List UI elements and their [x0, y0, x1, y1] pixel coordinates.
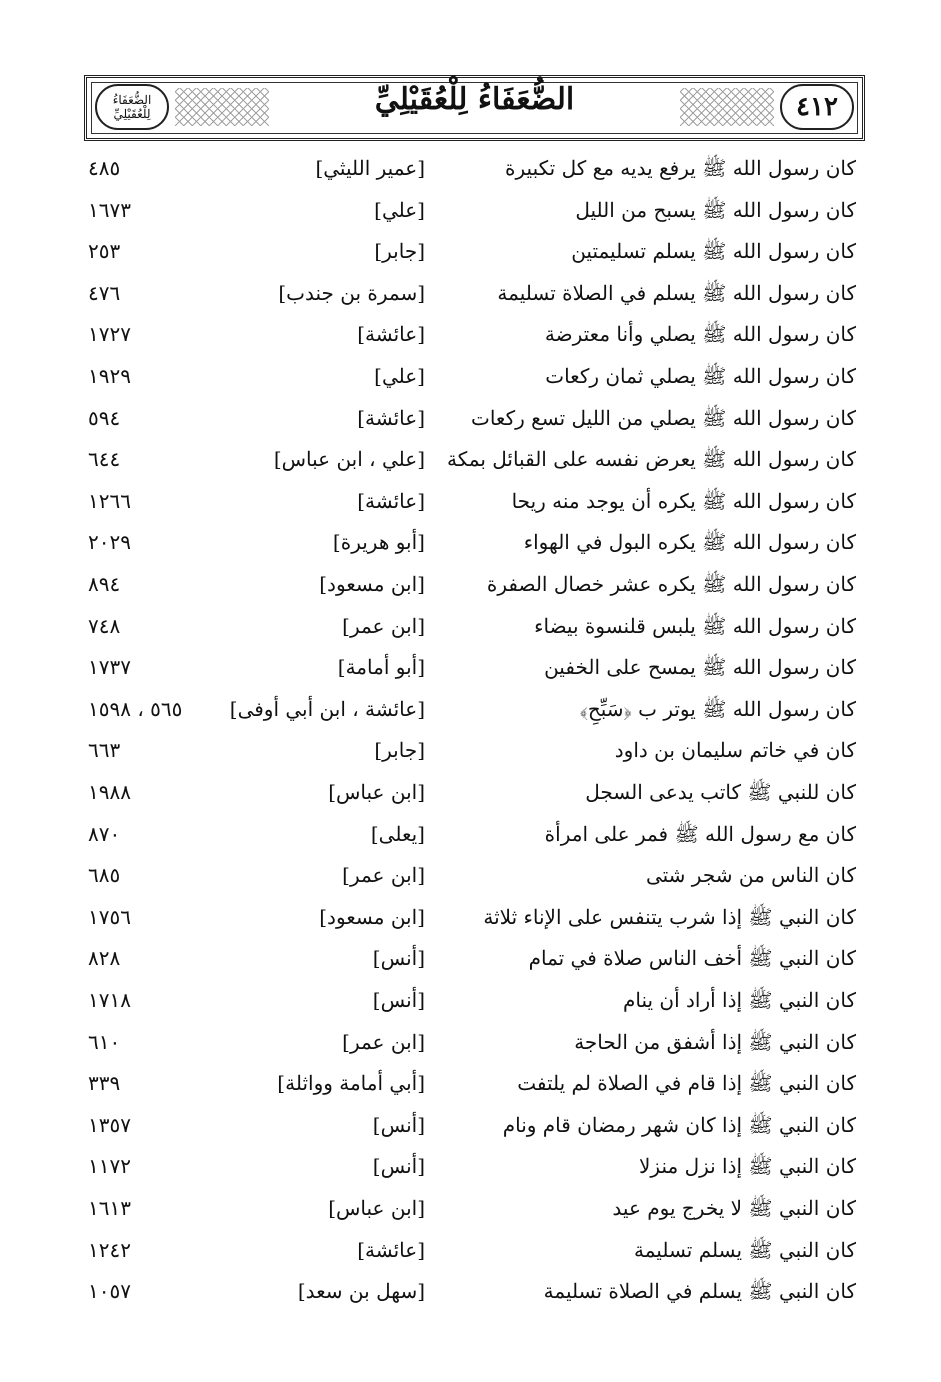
index-row	[0, 150, 941, 192]
index-row	[0, 732, 941, 774]
hadith-number: ٦٨٥	[88, 863, 121, 888]
hadith-text: كان رسول الله ﷺ يلبس قلنسوة بيضاء	[534, 613, 856, 638]
index-row	[0, 1065, 941, 1107]
hadith-text: كان النبي ﷺ يسلم تسليمة	[634, 1237, 856, 1262]
index-row	[0, 1190, 941, 1232]
index-row	[0, 400, 941, 442]
book-emblem-top: الضُّعَفَاءُ	[112, 93, 152, 107]
index-row	[0, 774, 941, 816]
hadith-text: كان النبي ﷺ لا يخرج يوم عيد	[612, 1196, 856, 1220]
narrator: [ابن عباس]	[328, 1196, 425, 1220]
index-row	[0, 1273, 941, 1315]
hadith-text: كان رسول الله ﷺ يسلم في الصلاة تسليمة	[497, 280, 856, 305]
hadith-text: كان النبي ﷺ إذا شرب يتنفس على الإناء ثلاثة	[483, 904, 856, 929]
narrator: [عائشة]	[357, 322, 425, 347]
hadith-number: ١٢٤٢	[88, 1237, 131, 1262]
narrator: [عمير الليثي]	[315, 156, 425, 180]
narrator: [ابن مسعود]	[319, 904, 425, 929]
narrator: [سمرة بن جندب]	[278, 280, 425, 305]
hadith-text: كان رسول الله ﷺ يسلم تسليمتين	[571, 239, 856, 264]
hadith-text: كان رسول الله ﷺ يصلي وأنا معترضة	[544, 322, 856, 347]
narrator: [أبي أمامة وواثلة]	[277, 1071, 425, 1096]
hadith-text: كان رسول الله ﷺ يعرض نفسه على القبائل بمكة	[446, 447, 856, 472]
book-title: الضُّعَفَاءُ لِلْعُقَيْلِيِّ	[374, 82, 575, 117]
hadith-text: كان مع رسول الله ﷺ فمر على امرأة	[544, 821, 856, 846]
narrator: [ابن عمر]	[342, 863, 425, 888]
narrator: [عائشة]	[357, 488, 425, 513]
index-row	[0, 316, 941, 358]
index-row	[0, 940, 941, 982]
hadith-number: ١٠٥٧	[88, 1279, 131, 1304]
hadith-text: كان رسول الله ﷺ يرفع يديه مع كل تكبيرة	[505, 156, 856, 180]
hadith-text: كان رسول الله ﷺ يصلي ثمان ركعات	[545, 364, 856, 388]
index-row	[0, 1148, 941, 1190]
hadith-text: كان للنبي ﷺ كاتب يدعى السجل	[585, 780, 856, 804]
narrator: [جابر]	[374, 738, 425, 763]
page-number-badge	[780, 84, 854, 130]
hadith-number: ١٧٥٦	[88, 904, 131, 929]
hadith-text: كان النبي ﷺ أخف الناس صلاة في تمام	[528, 946, 856, 971]
narrator: [ابن عباس]	[328, 780, 425, 804]
index-row	[0, 233, 941, 275]
narrator: [علي]	[374, 364, 425, 388]
narrator: [أبو أمامة]	[337, 655, 425, 680]
hadith-number: ٦١٠	[88, 1029, 121, 1054]
hadith-text: كان النبي ﷺ إذا كان شهر رمضان قام ونام	[502, 1112, 856, 1137]
hadith-text: كان رسول الله ﷺ يكره أن يوجد منه ريحا	[511, 488, 856, 513]
index-row	[0, 566, 941, 608]
header-ornament-right	[680, 88, 774, 126]
narrator: [أنس]	[372, 1154, 425, 1179]
index-row	[0, 816, 941, 858]
narrator: [ابن عمر]	[342, 613, 425, 638]
index-row	[0, 649, 941, 691]
narrator: [أبو هريرة]	[332, 530, 425, 555]
hadith-text: كان رسول الله ﷺ يوتر ب ﴿سَبِّحِ﴾	[579, 696, 856, 721]
narrator: [ابن مسعود]	[319, 572, 425, 596]
hadith-number: ٥٩٤	[88, 405, 121, 430]
index-row	[0, 899, 941, 941]
hadith-number: ١٩٢٩	[88, 364, 131, 388]
hadith-number: ١٦٧٣	[88, 197, 131, 222]
index-row	[0, 524, 941, 566]
hadith-number: ٣٣٩	[88, 1071, 121, 1096]
narrator: [ابن عمر]	[342, 1029, 425, 1054]
hadith-text: كان رسول الله ﷺ يكره البول في الهواء	[523, 530, 856, 555]
index-row	[0, 1107, 941, 1149]
hadith-text: كان رسول الله ﷺ يسبح من الليل	[575, 197, 856, 222]
index-row	[0, 982, 941, 1024]
hadith-number: ٥٦٥ ، ١٥٩٨	[88, 696, 183, 721]
narrator: [عائشة]	[357, 1237, 425, 1262]
index-row	[0, 857, 941, 899]
hadith-number: ١٣٥٧	[88, 1112, 131, 1137]
narrator: [يعلى]	[370, 821, 425, 846]
index-row	[0, 1024, 941, 1066]
hadith-number: ٨٢٨	[88, 946, 121, 971]
header-ornament-left	[175, 88, 269, 126]
page-header	[84, 75, 865, 141]
hadith-text: كان رسول الله ﷺ يكره عشر خصال الصفرة	[486, 572, 856, 596]
narrator: [أنس]	[372, 1112, 425, 1137]
hadith-number: ٦٤٤	[88, 447, 121, 472]
narrator: [عائشة]	[357, 405, 425, 430]
hadith-number: ١٧٢٧	[88, 322, 131, 347]
hadith-text: كان النبي ﷺ إذا أشفق من الحاجة	[574, 1029, 856, 1054]
hadith-text: كان النبي ﷺ إذا أراد أن ينام	[622, 988, 856, 1012]
narrator: [عائشة ، ابن أبي أوفى]	[229, 696, 425, 721]
hadith-number: ١١٧٢	[88, 1154, 131, 1179]
index-row	[0, 691, 941, 733]
hadith-text: كان رسول الله ﷺ يمسح على الخفين	[544, 655, 856, 680]
hadith-number: ٢٠٢٩	[88, 530, 131, 555]
narrator: [علي]	[374, 197, 425, 222]
narrator: [أنس]	[372, 946, 425, 971]
hadith-text: كان رسول الله ﷺ يصلي من الليل تسع ركعات	[471, 405, 856, 430]
hadith-text: كان النبي ﷺ يسلم في الصلاة تسليمة	[543, 1279, 856, 1304]
index-row	[0, 192, 941, 234]
hadith-number: ١٩٨٨	[88, 780, 131, 804]
hadith-number: ١٧٣٧	[88, 655, 131, 680]
hadith-number: ٧٤٨	[88, 613, 121, 638]
index-row	[0, 483, 941, 525]
hadith-number: ٨٩٤	[88, 572, 121, 596]
index-row	[0, 358, 941, 400]
hadith-number: ٢٥٣	[88, 239, 121, 264]
page-number: ٤١٢	[796, 92, 838, 122]
hadith-text: كان الناس من شجر شتى	[645, 863, 856, 888]
hadith-number: ١٢٦٦	[88, 488, 131, 513]
hadith-number: ٦٦٣	[88, 738, 121, 763]
index-row	[0, 441, 941, 483]
book-emblem	[95, 84, 169, 130]
hadith-number: ١٦١٣	[88, 1196, 131, 1220]
hadith-number: ٤٨٥	[88, 156, 121, 180]
narrator: [علي ، ابن عباس]	[273, 447, 425, 472]
hadith-text: كان في خاتم سليمان بن داود	[614, 738, 856, 763]
hadith-text: كان النبي ﷺ إذا قام في الصلاة لم يلتفت	[517, 1071, 856, 1096]
index-row	[0, 1232, 941, 1274]
narrator: [جابر]	[374, 239, 425, 264]
hadith-text: كان النبي ﷺ إذا نزل منزلا	[639, 1154, 856, 1179]
book-emblem-bottom: لِلْعُقَيْلِيِّ	[113, 107, 151, 121]
hadith-number: ١٧١٨	[88, 988, 131, 1012]
narrator: [أنس]	[372, 988, 425, 1012]
hadith-number: ٤٧٦	[88, 280, 121, 305]
narrator: [سهل بن سعد]	[297, 1279, 425, 1304]
index-row	[0, 608, 941, 650]
index-row	[0, 275, 941, 317]
hadith-number: ٨٧٠	[88, 821, 121, 846]
